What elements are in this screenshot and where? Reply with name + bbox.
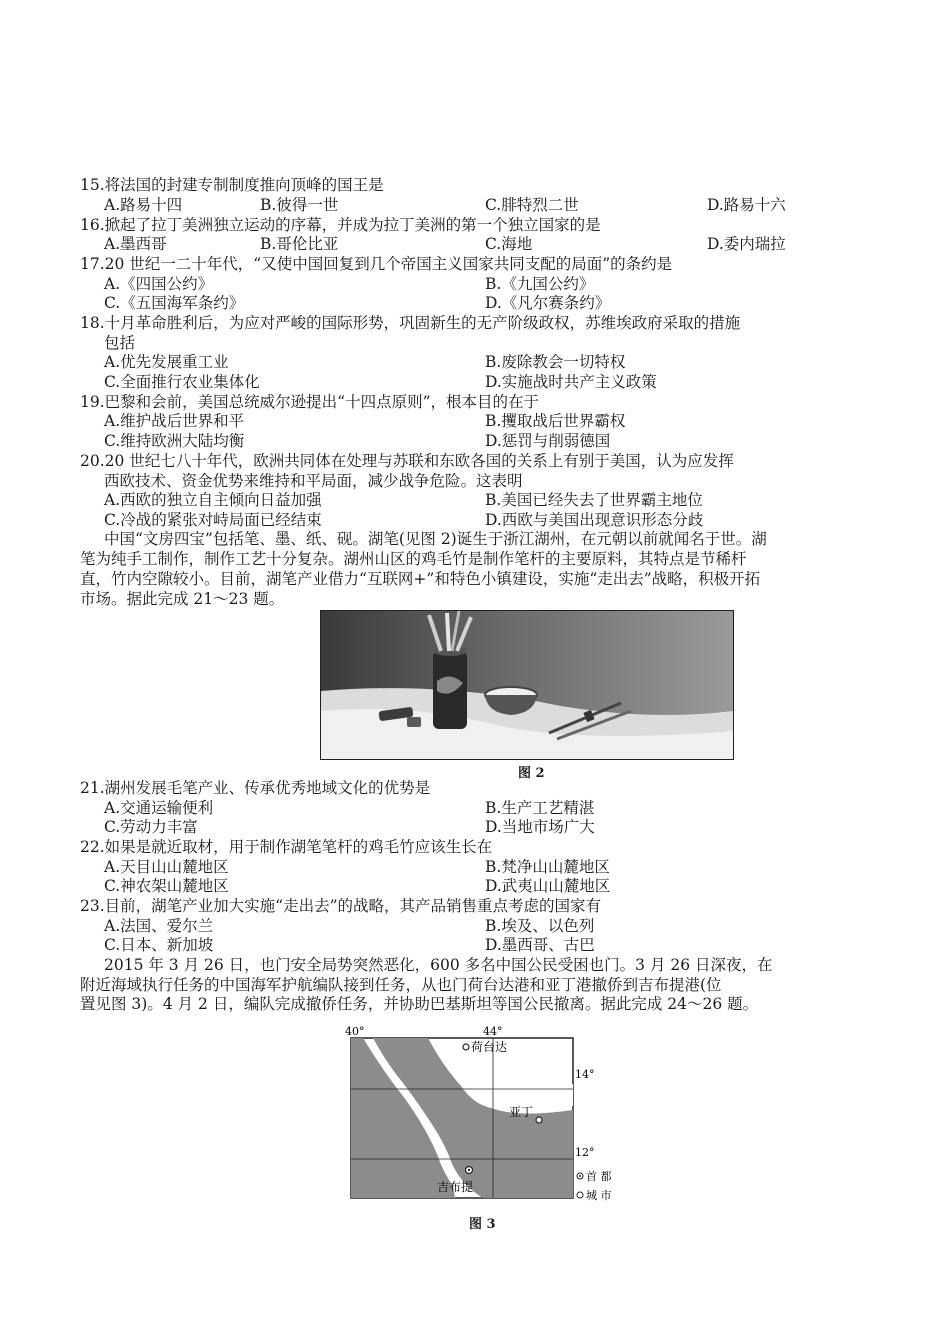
q20-option-c: C.冷战的紧张对峙局面已经结束 <box>104 511 322 529</box>
q21-option-a: A.交通运输便利 <box>104 799 214 817</box>
label-lon-44: 44° <box>483 1026 503 1038</box>
q18-stem-cont: 包括 <box>104 334 136 352</box>
q20-option-d: D.西欧与美国出现意识形态分歧 <box>485 511 704 529</box>
passage1-line: 直，竹内空隙较小。目前，湖笔产业借力“互联网+”和特色小镇建设，实施“走出去”战略，积极开拓 <box>80 570 761 588</box>
q16-stem: 16.掀起了拉丁美洲独立运动的序幕，并成为拉丁美洲的第一个独立国家的是 <box>80 216 601 234</box>
q19-option-d: D.惩罚与削弱德国 <box>485 432 611 450</box>
figure3-caption: 图 3 <box>469 1217 496 1232</box>
q15-option-a: A.路易十四 <box>104 196 183 214</box>
q19-stem: 19.巴黎和会前，美国总统威尔逊提出“十四点原则”，根本目的在于 <box>80 393 540 411</box>
q17-option-a: A.《四国公约》 <box>104 275 214 293</box>
q18-option-b: B.废除教会一切特权 <box>485 353 626 371</box>
figure3-map <box>333 1026 633 1211</box>
passage1-line: 市场。据此完成 21～23 题。 <box>80 590 285 608</box>
capital-dot-djibouti <box>468 1169 470 1171</box>
q23-option-a: A.法国、爱尔兰 <box>104 917 214 935</box>
passage1-line: 中国“文房四宝”包括笔、墨、纸、砚。湖笔(见图 2)诞生于浙江湖州，在元朝以前就闻名于世。湖 <box>104 530 767 548</box>
figure2-brush-still-life <box>320 610 734 760</box>
q22-option-d: D.武夷山山麓地区 <box>485 877 611 895</box>
passage1-line: 笔为纯手工制作，制作工艺十分复杂。湖州山区的鸡毛竹是制作笔杆的主要原料，其特点是节稀杆 <box>80 550 747 568</box>
q18-stem: 18.十月革命胜利后，为应对严峻的国际形势，巩固新生的无产阶级政权，苏维埃政府采取的措施 <box>80 314 741 332</box>
q21-option-c: C.劳动力丰富 <box>104 818 198 836</box>
q18-option-c: C.全面推行农业集体化 <box>104 373 260 391</box>
passage2-line: 附近海域执行任务的中国海军护航编队接到任务，从也门荷台达港和亚丁港撤侨到吉布提港(位 <box>80 976 722 994</box>
q18-option-d: D.实施战时共产主义政策 <box>485 373 657 391</box>
q22-stem: 22.如果是就近取材，用于制作湖笔笔杆的鸡毛竹应该生长在 <box>80 838 493 856</box>
city-marker-hodeidah <box>463 1044 469 1050</box>
map-svg <box>333 1026 633 1211</box>
q16-option-a: A.墨西哥 <box>104 235 167 253</box>
legend-city-icon <box>577 1192 583 1198</box>
q21-option-b: B.生产工艺精湛 <box>485 799 595 817</box>
q17-stem: 17.20 世纪一二十年代，“又使中国回复到几个帝国主义国家共同支配的局面”的条约是 <box>80 255 673 273</box>
legend-capital-label: 首 都 <box>586 1170 612 1183</box>
q15-option-d: D.路易十六 <box>707 196 786 214</box>
q15-option-c: C.腓特烈二世 <box>485 196 579 214</box>
q20-stem-cont: 西欧技术、资金优势来维持和平局面，减少战争危险。这表明 <box>104 472 523 490</box>
brush-illustration <box>321 611 733 759</box>
q21-option-d: D.当地市场广大 <box>485 818 595 836</box>
q22-option-b: B.梵净山山麓地区 <box>485 858 610 876</box>
legend-city-label: 城 市 <box>586 1189 612 1202</box>
label-lat-12: 12° <box>575 1146 595 1159</box>
q17-option-d: D.《凡尔赛条约》 <box>485 294 611 312</box>
city-label-djibouti: 吉布提 <box>437 1180 474 1194</box>
q23-option-b: B.埃及、以色列 <box>485 917 595 935</box>
city-label-aden: 亚丁 <box>509 1105 534 1119</box>
q19-option-a: A.维护战后世界和平 <box>104 412 245 430</box>
q19-option-c: C.维持欧洲大陆均衡 <box>104 432 245 450</box>
figure2-caption: 图 2 <box>518 766 545 781</box>
city-label-hodeidah: 荷台达 <box>471 1040 508 1054</box>
q20-option-a: A.西欧的独立自主倾向日益加强 <box>104 491 322 509</box>
q15-stem: 15.将法国的封建专制制度推向顶峰的国王是 <box>80 176 384 194</box>
q22-option-a: A.天目山山麓地区 <box>104 858 229 876</box>
q20-option-b: B.美国已经失去了世界霸主地位 <box>485 491 703 509</box>
q17-option-b: B.《九国公约》 <box>485 275 595 293</box>
label-lat-14: 14° <box>575 1068 595 1081</box>
q23-option-d: D.墨西哥、古巴 <box>485 936 595 954</box>
legend-capital-dot <box>579 1175 581 1177</box>
city-marker-aden <box>536 1117 542 1123</box>
q19-option-b: B.攫取战后世界霸权 <box>485 412 626 430</box>
q18-option-a: A.优先发展重工业 <box>104 353 229 371</box>
q16-option-d: D.委内瑞拉 <box>707 235 786 253</box>
q23-stem: 23.目前，湖笔产业加大实施“走出去”的战略，其产品销售重点考虑的国家有 <box>80 897 602 915</box>
q21-stem: 21.湖州发展毛笔产业、传承优秀地域文化的优势是 <box>80 779 431 797</box>
q20-stem: 20.20 世纪七八十年代，欧洲共同体在处理与苏联和东欧各国的关系上有别于美国，认为应发挥 <box>80 452 734 470</box>
passage2-line: 置见图 3)。4 月 2 日，编队完成撤侨任务，并协助巴基斯坦等国公民撤离。据此完成 24～26 题。 <box>80 995 759 1013</box>
q17-option-c: C.《五国海军条约》 <box>104 294 245 312</box>
q16-option-c: C.海地 <box>485 235 533 253</box>
q15-option-b: B.彼得一世 <box>260 196 339 214</box>
passage2-line: 2015 年 3 月 26 日，也门安全局势突然恶化，600 多名中国公民受困也门。3 月 26 日深夜，在 <box>104 956 773 974</box>
q23-option-c: C.日本、新加坡 <box>104 936 214 954</box>
label-lon-40: 40° <box>345 1026 365 1038</box>
q16-option-b: B.哥伦比亚 <box>260 235 339 253</box>
q22-option-c: C.神农架山麓地区 <box>104 877 229 895</box>
